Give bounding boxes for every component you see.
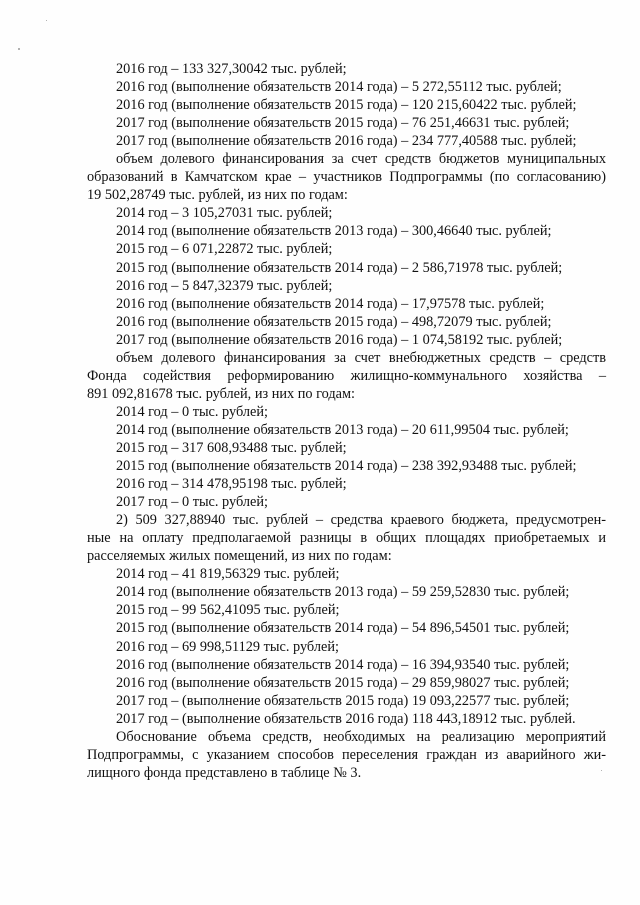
text-line: 2016 год – 5 847,32379 тыс. рублей; — [116, 277, 333, 294]
paragraph-line: лищного фонда представлено в таблице № 3. — [87, 764, 362, 781]
paragraph-line: 891 092,81678 тыс. рублей, из них по годам: — [87, 385, 355, 402]
paragraph-line: объем долевого финансирования за счет средств бюджетов муниципальных — [116, 151, 606, 168]
paragraph-line: расселяемых жилых помещений, из них по годам: — [87, 548, 392, 565]
text-line: 2016 год (выполнение обязательств 2015 года) – 498,72079 тыс. рублей; — [116, 313, 552, 330]
text-line: 2016 год – 314 478,95198 тыс. рублей; — [116, 476, 347, 493]
text-line: 2016 год (выполнение обязательств 2014 года) – 5 272,55112 тыс. рублей; — [116, 79, 562, 96]
text-line: 2015 год – 6 071,22872 тыс. рублей; — [116, 241, 333, 258]
scan-speck — [18, 48, 20, 50]
text-line: 2014 год – 3 105,27031 тыс. рублей; — [116, 205, 333, 222]
text-line: 2016 год (выполнение обязательств 2015 года) – 120 215,60422 тыс. рублей; — [116, 97, 577, 114]
text-line: 2016 год (выполнение обязательств 2014 года) – 16 394,93540 тыс. рублей; — [116, 656, 570, 673]
paragraph-line: 19 502,28749 тыс. рублей, из них по годам: — [87, 187, 348, 204]
text-line: 2015 год – 317 608,93488 тыс. рублей; — [116, 439, 347, 456]
text-line: 2014 год (выполнение обязательств 2013 года) – 59 259,52830 тыс. рублей; — [116, 584, 570, 601]
scan-speck — [46, 20, 47, 21]
text-line: 2014 год – 41 819,56329 тыс. рублей; — [116, 566, 340, 583]
document-body — [87, 60, 606, 782]
text-line: 2016 год – 69 998,51129 тыс. рублей; — [116, 638, 339, 655]
text-line: 2014 год (выполнение обязательств 2013 года) – 300,46640 тыс. рублей; — [116, 223, 552, 240]
text-line: 2016 год – 133 327,30042 тыс. рублей; — [116, 61, 347, 77]
paragraph-line: Подпрограммы, с указанием способов переселения граждан из аварийного жи- — [87, 746, 606, 763]
paragraph-line: 2) 509 327,88940 тыс. рублей – средства краевого бюджета, предусмотрен- — [116, 512, 606, 529]
text-line: 2017 год (выполнение обязательств 2016 года) – 234 777,40588 тыс. рублей; — [116, 133, 577, 150]
text-line: 2015 год (выполнение обязательств 2014 года) – 54 896,54501 тыс. рублей; — [116, 620, 570, 637]
text-line: 2014 год (выполнение обязательств 2013 года) – 20 611,99504 тыс. рублей; — [116, 421, 569, 438]
text-line: 2016 год (выполнение обязательств 2015 года) – 29 859,98027 тыс. рублей; — [116, 674, 570, 691]
paragraph-line: объем долевого финансирования за счет внебюджетных средств – средств — [116, 349, 606, 366]
text-line: 2014 год – 0 тыс. рублей; — [116, 403, 268, 420]
paragraph-line: ные на оплату предполагаемой разницы в общих площадях приобретаемых и — [87, 530, 606, 547]
paragraph-line: Обоснование объема средств, необходимых на реализацию мероприятий — [116, 728, 606, 745]
text-line: 2017 год – (выполнение обязательств 2016 года) 118 443,18912 тыс. рублей. — [116, 710, 576, 727]
text-line: 2015 год (выполнение обязательств 2014 года) – 238 392,93488 тыс. рублей; — [116, 458, 577, 475]
text-line: 2015 год (выполнение обязательств 2014 года) – 2 586,71978 тыс. рублей; — [116, 259, 563, 276]
paragraph-line: Фонда содействия реформированию жилищно-коммунального хозяйства – — [87, 367, 606, 384]
paragraph-line: образований в Камчатском крае – участников Подпрограммы (по согласованию) — [87, 169, 606, 186]
text-line: 2017 год – (выполнение обязательств 2015 года) 19 093,22577 тыс. рублей; — [116, 692, 570, 709]
text-line: 2016 год (выполнение обязательств 2014 года) – 17,97578 тыс. рублей; — [116, 295, 545, 312]
text-line: 2017 год – 0 тыс. рублей; — [116, 494, 268, 511]
text-line: 2017 год (выполнение обязательств 2015 года) – 76 251,46631 тыс. рублей; — [116, 115, 570, 132]
text-line: 2015 год – 99 562,41095 тыс. рублей; — [116, 602, 340, 619]
text-line: 2017 год (выполнение обязательств 2016 года) – 1 074,58192 тыс. рублей; — [116, 331, 563, 348]
